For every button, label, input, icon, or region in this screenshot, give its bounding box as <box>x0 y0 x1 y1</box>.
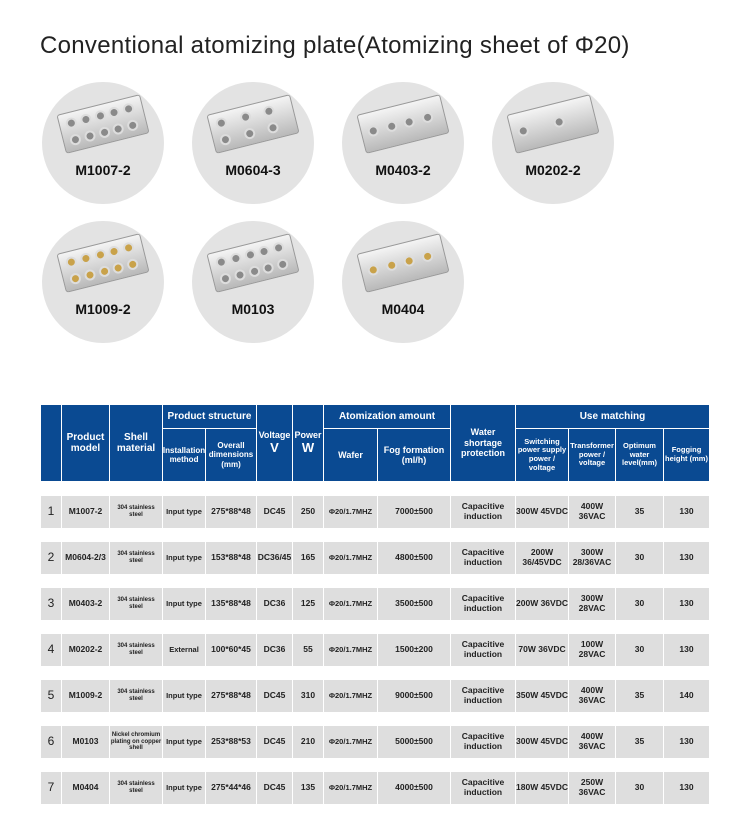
cell-water-level: 30 <box>616 772 663 804</box>
cell-installation-method: Input type <box>163 772 205 804</box>
transducer-dot <box>108 245 121 258</box>
atomizer-plate-icon <box>506 94 599 154</box>
transducer-dot <box>385 259 398 272</box>
cell-water-shortage-protection: Capacitive induction <box>451 496 515 528</box>
cell-fog-formation: 4000±500 <box>378 772 450 804</box>
cell-wafer: Φ20/1.7MHZ <box>324 726 377 758</box>
cell-wafer: Φ20/1.7MHZ <box>324 496 377 528</box>
header-installation-method: Installation method <box>163 429 205 481</box>
cell-power: 135 <box>293 772 323 804</box>
cell-row-index: 7 <box>41 772 61 804</box>
cell-water-level: 35 <box>616 680 663 712</box>
cell-installation-method: Input type <box>163 496 205 528</box>
cell-fog-formation: 5000±500 <box>378 726 450 758</box>
cell-dimensions: 253*88*53 <box>206 726 256 758</box>
transducer-dot <box>215 255 228 268</box>
transducer-dot <box>243 127 256 140</box>
product-label: M0404 <box>381 301 425 317</box>
cell-switching-power: 200W 36VDC <box>516 588 568 620</box>
cell-wafer: Φ20/1.7MHZ <box>324 634 377 666</box>
product-image-m0202-2 <box>492 82 614 204</box>
cell-fog-formation: 7000±500 <box>378 496 450 528</box>
transducer-dot <box>367 124 380 137</box>
cell-dimensions: 135*88*48 <box>206 588 256 620</box>
cell-model: M0202-2 <box>62 634 109 666</box>
cell-voltage: DC45 <box>257 680 292 712</box>
cell-model: M0604-2/3 <box>62 542 109 574</box>
transducer-dot <box>517 124 530 137</box>
product-label: M0202-2 <box>525 162 581 178</box>
transducer-dot <box>112 122 125 135</box>
header-transformer-power: Transformer power / voltage <box>569 429 615 481</box>
cell-switching-power: 300W 45VDC <box>516 726 568 758</box>
product-label: M1007-2 <box>75 162 131 178</box>
header-atomization-amount: Atomization amount <box>324 405 450 428</box>
cell-power: 310 <box>293 680 323 712</box>
cell-switching-power: 350W 45VDC <box>516 680 568 712</box>
cell-fogging-height: 130 <box>664 588 709 620</box>
header-fog-formation: Fog formation (ml/h) <box>378 429 450 481</box>
transducer-dot <box>215 116 228 129</box>
cell-model: M0404 <box>62 772 109 804</box>
cell-power: 165 <box>293 542 323 574</box>
header-index <box>41 405 61 481</box>
transducer-dot <box>248 265 261 278</box>
cell-water-level: 30 <box>616 542 663 574</box>
atomizer-plate-icon <box>56 233 149 293</box>
cell-installation-method: Input type <box>163 542 205 574</box>
cell-fogging-height: 140 <box>664 680 709 712</box>
product-image-m0404 <box>342 221 464 343</box>
transducer-dot <box>65 255 78 268</box>
transducer-dot <box>243 248 256 261</box>
cell-power: 125 <box>293 588 323 620</box>
transducer-dot <box>272 241 285 254</box>
transducer-dot <box>553 115 566 128</box>
cell-switching-power: 70W 36VDC <box>516 634 568 666</box>
product-image-m0604-3 <box>192 82 314 204</box>
cell-installation-method: Input type <box>163 726 205 758</box>
cell-switching-power: 200W 36/45VDC <box>516 542 568 574</box>
header-switching-power: Switching power supply power / voltage <box>516 429 568 481</box>
transducer-dot <box>79 252 92 265</box>
header-voltage-unit: V <box>270 439 279 455</box>
transducer-dot <box>126 258 139 271</box>
cell-voltage: DC45 <box>257 726 292 758</box>
transducer-dot <box>367 263 380 276</box>
cell-water-shortage-protection: Capacitive induction <box>451 726 515 758</box>
cell-transformer-power: 400W 36VAC <box>569 680 615 712</box>
transducer-dot <box>126 119 139 132</box>
cell-transformer-power: 400W 36VAC <box>569 496 615 528</box>
cell-shell-material: 304 stainless steel <box>110 542 162 574</box>
transducer-dot <box>403 115 416 128</box>
transducer-dot <box>83 268 96 281</box>
transducer-dot <box>229 252 242 265</box>
cell-model: M0103 <box>62 726 109 758</box>
cell-wafer: Φ20/1.7MHZ <box>324 542 377 574</box>
transducer-dot <box>93 109 106 122</box>
transducer-dot <box>83 129 96 142</box>
atomizer-plate-icon <box>206 233 299 293</box>
transducer-dot <box>122 241 135 254</box>
cell-shell-material: 304 stainless steel <box>110 496 162 528</box>
header-product-structure: Product structure <box>163 405 256 428</box>
transducer-dot <box>403 254 416 267</box>
header-use-matching: Use matching <box>516 405 709 428</box>
atomizer-plate-icon <box>356 94 449 154</box>
transducer-dot <box>98 265 111 278</box>
page-title: Conventional atomizing plate(Atomizing sheet of Φ20) <box>40 32 630 59</box>
cell-voltage: DC36 <box>257 634 292 666</box>
cell-dimensions: 100*60*45 <box>206 634 256 666</box>
cell-fogging-height: 130 <box>664 772 709 804</box>
cell-installation-method: External <box>163 634 205 666</box>
cell-row-index: 1 <box>41 496 61 528</box>
cell-fogging-height: 130 <box>664 496 709 528</box>
cell-fog-formation: 1500±200 <box>378 634 450 666</box>
product-label: M1009-2 <box>75 301 131 317</box>
transducer-dot <box>420 111 433 124</box>
transducer-dot <box>262 261 275 274</box>
cell-row-index: 6 <box>41 726 61 758</box>
cell-water-level: 30 <box>616 588 663 620</box>
transducer-dot <box>219 133 232 146</box>
cell-dimensions: 275*88*48 <box>206 680 256 712</box>
cell-fog-formation: 4800±500 <box>378 542 450 574</box>
cell-row-index: 2 <box>41 542 61 574</box>
cell-row-index: 4 <box>41 634 61 666</box>
transducer-dot <box>122 102 135 115</box>
cell-water-shortage-protection: Capacitive induction <box>451 680 515 712</box>
header-voltage-label: Voltage <box>258 430 291 441</box>
cell-switching-power: 300W 45VDC <box>516 496 568 528</box>
cell-fogging-height: 130 <box>664 634 709 666</box>
cell-wafer: Φ20/1.7MHZ <box>324 772 377 804</box>
cell-water-shortage-protection: Capacitive induction <box>451 772 515 804</box>
product-label: M0403-2 <box>375 162 431 178</box>
cell-shell-material: 304 stainless steel <box>110 634 162 666</box>
cell-transformer-power: 100W 28VAC <box>569 634 615 666</box>
header-overall-dimensions: Overall dimensions (mm) <box>206 429 256 481</box>
cell-model: M1009-2 <box>62 680 109 712</box>
atomizer-plate-icon <box>356 233 449 293</box>
cell-transformer-power: 400W 36VAC <box>569 726 615 758</box>
cell-water-shortage-protection: Capacitive induction <box>451 588 515 620</box>
transducer-dot <box>233 268 246 281</box>
transducer-dot <box>65 116 78 129</box>
transducer-dot <box>385 120 398 133</box>
cell-voltage: DC36 <box>257 588 292 620</box>
header-power <box>293 405 323 481</box>
cell-fog-formation: 9000±500 <box>378 680 450 712</box>
transducer-dot <box>93 248 106 261</box>
header-water-level: Optimum water level(mm) <box>616 429 663 481</box>
cell-model: M1007-2 <box>62 496 109 528</box>
transducer-dot <box>98 126 111 139</box>
cell-power: 210 <box>293 726 323 758</box>
cell-dimensions: 275*44*46 <box>206 772 256 804</box>
cell-model: M0403-2 <box>62 588 109 620</box>
cell-shell-material: 304 stainless steel <box>110 680 162 712</box>
cell-fogging-height: 130 <box>664 726 709 758</box>
transducer-dot <box>112 261 125 274</box>
product-label: M0604-3 <box>225 162 281 178</box>
transducer-dot <box>267 121 280 134</box>
transducer-dot <box>276 258 289 271</box>
cell-dimensions: 153*88*48 <box>206 542 256 574</box>
cell-installation-method: Input type <box>163 680 205 712</box>
product-image-m1007-2 <box>42 82 164 204</box>
cell-voltage: DC45 <box>257 772 292 804</box>
cell-dimensions: 275*88*48 <box>206 496 256 528</box>
cell-transformer-power: 300W 28/36VAC <box>569 542 615 574</box>
transducer-dot <box>69 272 82 285</box>
header-water-shortage-protection: Water shortage protection <box>451 405 515 481</box>
cell-voltage: DC45 <box>257 496 292 528</box>
cell-water-shortage-protection: Capacitive induction <box>451 542 515 574</box>
cell-fog-formation: 3500±500 <box>378 588 450 620</box>
transducer-dot <box>239 110 252 123</box>
header-voltage <box>257 405 292 481</box>
cell-shell-material: 304 stainless steel <box>110 772 162 804</box>
header-wafer: Wafer <box>324 429 377 481</box>
product-label: M0103 <box>231 301 275 317</box>
cell-transformer-power: 250W 36VAC <box>569 772 615 804</box>
cell-shell-material: Nickel chromium plating on copper shell <box>110 726 162 758</box>
transducer-dot <box>69 133 82 146</box>
cell-voltage: DC36/45 <box>257 542 292 574</box>
cell-installation-method: Input type <box>163 588 205 620</box>
cell-row-index: 3 <box>41 588 61 620</box>
transducer-dot <box>219 272 232 285</box>
cell-fogging-height: 130 <box>664 542 709 574</box>
transducer-dot <box>263 105 276 118</box>
header-power-label: Power <box>294 430 322 441</box>
cell-wafer: Φ20/1.7MHZ <box>324 680 377 712</box>
cell-switching-power: 180W 45VDC <box>516 772 568 804</box>
product-image-m1009-2 <box>42 221 164 343</box>
transducer-dot <box>108 106 121 119</box>
cell-power: 55 <box>293 634 323 666</box>
header-shell-material: Shell material <box>110 405 162 481</box>
header-product-model: Product model <box>62 405 109 481</box>
transducer-dot <box>420 250 433 263</box>
cell-water-level: 35 <box>616 496 663 528</box>
cell-transformer-power: 300W 28VAC <box>569 588 615 620</box>
header-fogging-height: Fogging height (mm) <box>664 429 709 481</box>
atomizer-plate-icon <box>56 94 149 154</box>
cell-shell-material: 304 stainless steel <box>110 588 162 620</box>
cell-row-index: 5 <box>41 680 61 712</box>
cell-water-shortage-protection: Capacitive induction <box>451 634 515 666</box>
transducer-dot <box>79 113 92 126</box>
cell-water-level: 35 <box>616 726 663 758</box>
product-image-m0403-2 <box>342 82 464 204</box>
product-image-m0103 <box>192 221 314 343</box>
header-power-unit: W <box>301 439 315 455</box>
cell-power: 250 <box>293 496 323 528</box>
cell-water-level: 30 <box>616 634 663 666</box>
atomizer-plate-icon <box>206 94 299 154</box>
transducer-dot <box>258 245 271 258</box>
cell-wafer: Φ20/1.7MHZ <box>324 588 377 620</box>
